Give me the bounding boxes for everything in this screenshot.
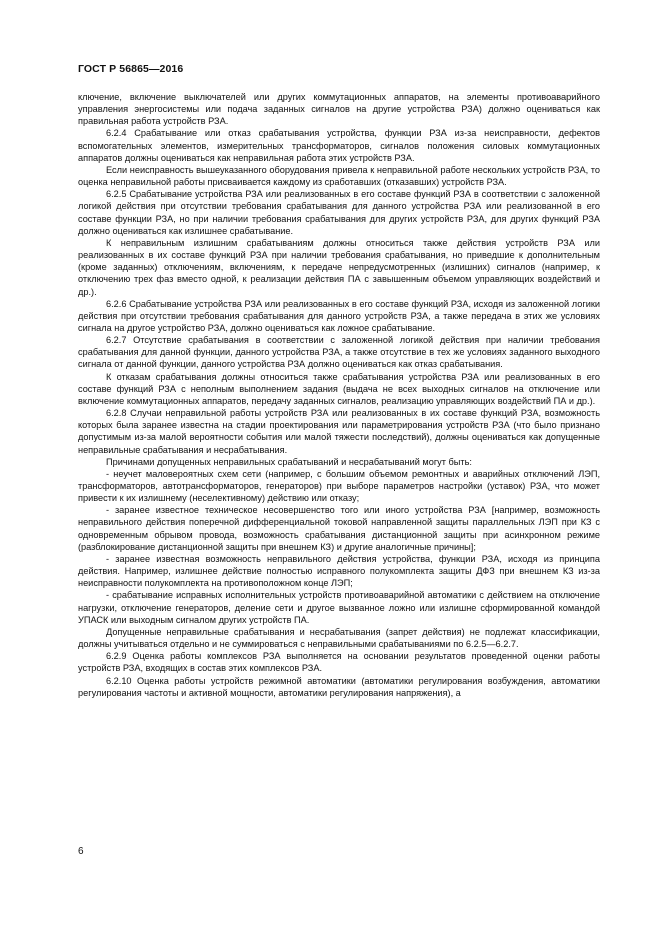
paragraph: 6.2.6 Срабатывание устройства РЗА или реализованных в его составе функций РЗА, исходя из заложенной логики действия при отсутствии требования срабатывания для данного устройств РЗА, а также передача в этих же условиях сигнала на другое устройство РЗА, должно оцениваться как ложное срабатывание. xyxy=(78,298,600,333)
paragraph: Причинами допущенных неправильных срабатываний и несрабатываний могут быть: xyxy=(106,456,472,467)
paragraph: 6.2.8 Случаи неправильной работы устройств РЗА или реализованных в их составе функций РЗА, возможность которых была заранее известна на стадии проектирования или параметрирования устройств РЗА (что было признано допустимым из-за малой вероятности события или малой тяжести последствий), должны оцениваться как допущенные неправильные срабатывания и несрабатывания. xyxy=(78,408,600,455)
document-body xyxy=(78,91,600,699)
paragraph: 6.2.7 Отсутствие срабатывания в соответствии с заложенной логикой действия при наличии требования срабатывания для данной функции, данного устройства РЗА, а также отсутствие в тех же условиях заданного выходного сигнала от данной функции, данного устройства РЗА должно оцениваться как отказ срабатывания. xyxy=(78,335,600,370)
list-item: - срабатывание исправных исполнительных устройств противоаварийной автоматики с действием на отключение нагрузки, отключение генераторов, деление сети и другое вызванное ложно или излишне сформированной командой УПАСК или выходным сигналом других устройств ПА. xyxy=(78,590,600,625)
list-item: - неучет маловероятных схем сети (например, с большим объемом ремонтных и аварийных отключений ЛЭП, трансформаторов, автотрансформаторов, генераторов) при выборе параметров настройки (уставок) РЗА, что может привести к их излишнему (неселективному) действию или отказу; xyxy=(78,468,600,504)
paragraph: К неправильным излишним срабатываниям должны относиться также действия устройств РЗА или реализованных в их составе функций РЗА при наличии требования срабатывания, но приведшие к дополнительным (кроме заданных) отключениям, включениям, к передаче непредусмотренных (излишних) сигналов (например, к отключению трех фаз вместо одной, к реализации действия ПА с завышенным объемом управляющих воздействий и др.). xyxy=(78,237,600,297)
paragraph: Допущенные неправильные срабатывания и несрабатывания (запрет действия) не подлежат классификации, должны учитываться отдельно и не суммироваться с неправильными срабатываниями по 6.2.5—6.2.7. xyxy=(78,626,600,650)
list-item: - заранее известная возможность неправильного действия устройства, функции РЗА, исходя из принципа действия. Например, излишнее действие полностью исправного полукомплекта защиты ДФЗ при внешнем КЗ из-за неисправности полукомплекта на противоположном конце ЛЭП; xyxy=(78,553,600,589)
paragraph: Если неисправность вышеуказанного оборудования привела к неправильной работе нескольких устройств РЗА, то оценка неправильной работы присваивается каждому из сработавших (отказавших) устройств РЗА. xyxy=(78,164,600,188)
page-number: 6 xyxy=(78,846,84,857)
paragraph: 6.2.10 Оценка работы устройств режимной автоматики (автоматики регулирования возбуждения, автоматики регулирования частоты и активной мощности, автоматики регулирования напряжения), а xyxy=(78,675,600,698)
paragraph: 6.2.5 Срабатывание устройства РЗА или реализованных в его составе функций РЗА в соответствии с заложенной логикой действия при отсутствии требования срабатывания для данного устройства РЗА или реализованной в его составе функции РЗА, но при наличии требования срабатывания для других устройств РЗА, для других функций РЗА должно оцениваться как излишнее срабатывание. xyxy=(78,189,600,236)
paragraph: 6.2.9 Оценка работы комплексов РЗА выполняется на основании результатов проведенной оценки работы устройств РЗА, входящих в состав этих комплексов РЗА. xyxy=(78,651,600,674)
list-item: - заранее известное техническое несовершенство того или иного устройства РЗА [например, возможность неправильного действия поперечной дифференциальной токовой направленной защиты параллельных ЛЭП при КЗ с одновременным обрывом провода, возможность срабатывания дистанционной защиты при асинхронном режиме (разблокирование дистанционной защиты при внешнем КЗ) и другие аналогичные причины]; xyxy=(78,505,600,552)
paragraph: 6.2.4 Срабатывание или отказ срабатывания устройства, функции РЗА из-за неисправности, дефектов вспомогательных элементов, измерительных трансформаторов, сигналов положения силовых коммутационных аппаратов должны оцениваться как неправильная работа этих устройств РЗА. xyxy=(78,128,600,163)
paragraph: ключение, включение выключателей или других коммутационных аппаратов, на элементы противоаварийного управления энергосистемы или подача заданных сигналов на другие устройства РЗА) должно оцениваться как правильная работа устройств РЗА. xyxy=(78,92,600,127)
page-header: ГОСТ Р 56865—2016 xyxy=(78,63,184,75)
paragraph: К отказам срабатывания должны относиться также срабатывания устройства РЗА или реализованных в его составе функций РЗА с неполным выполнением задания (выдача не всех выходных сигналов на отключение или включение коммутационных аппаратов, передачу заданных сигналов, реализацию управляющих воздействий ПА и др.). xyxy=(78,371,600,406)
